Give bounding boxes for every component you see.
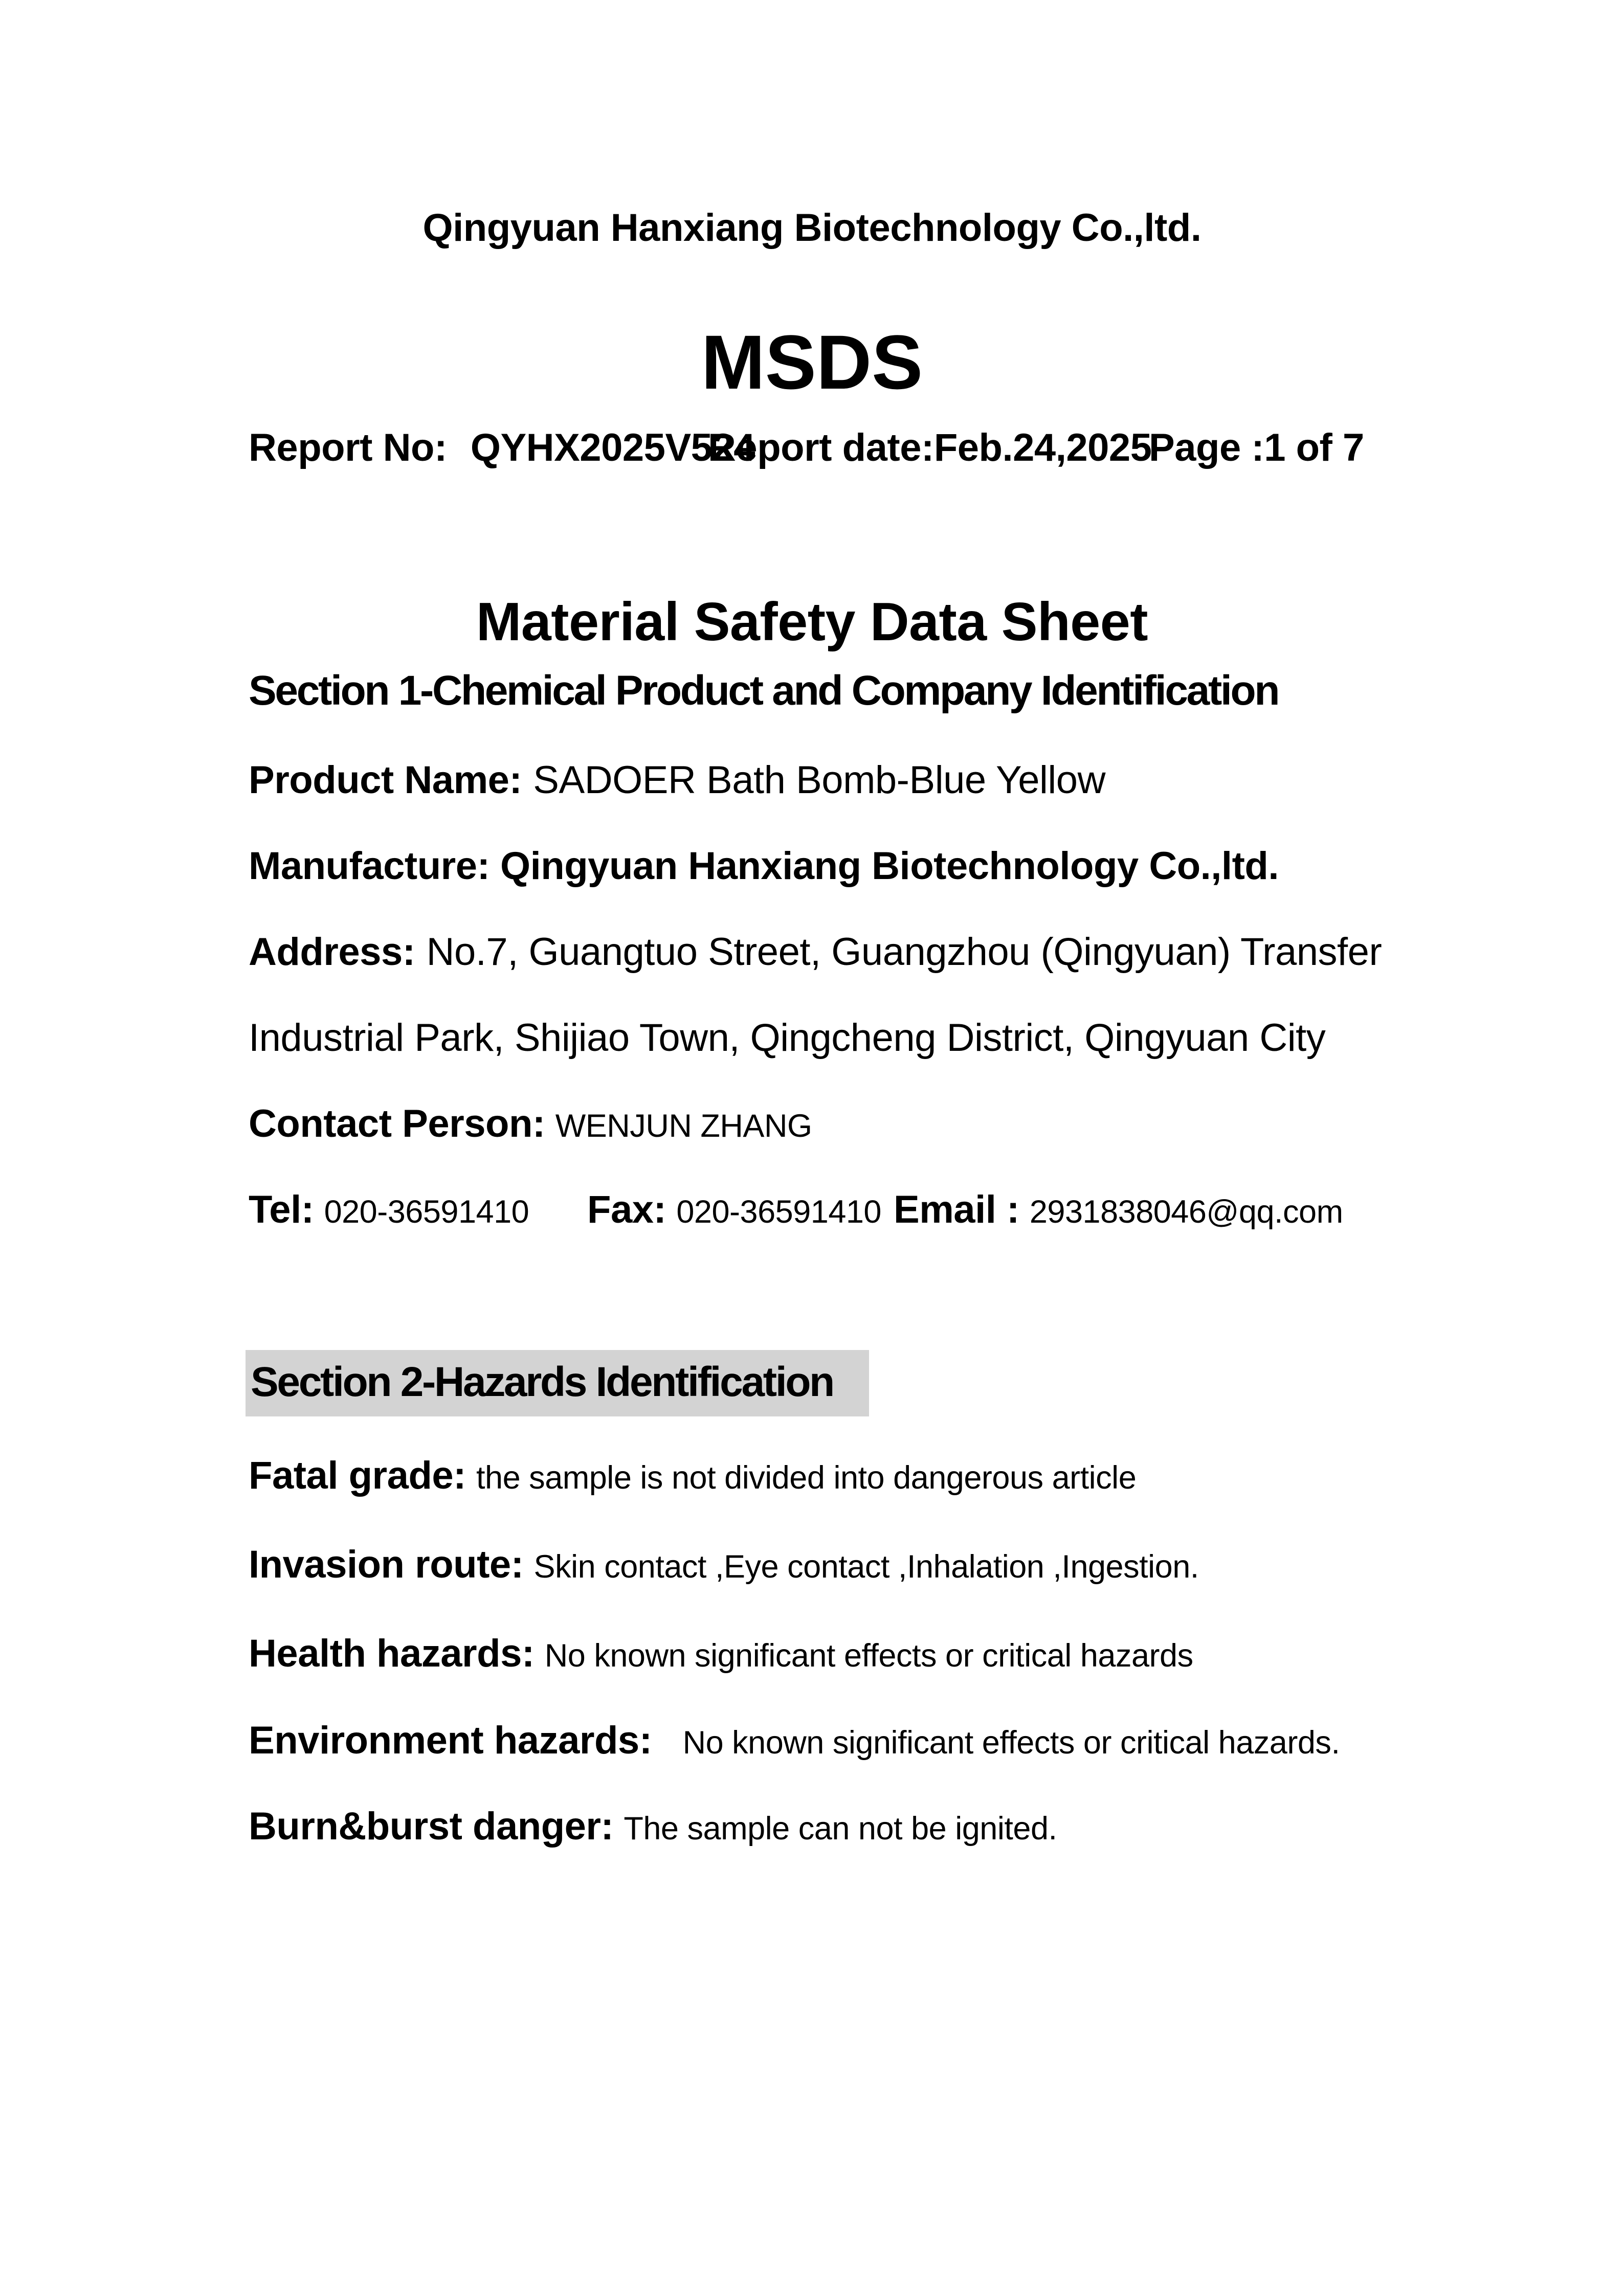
contact-person-label: Contact Person: bbox=[249, 1102, 545, 1145]
report-date: Report date:Feb.24,2025 bbox=[708, 426, 1152, 469]
tel-label: Tel: bbox=[249, 1188, 314, 1231]
report-no-group bbox=[249, 423, 755, 472]
email-group bbox=[894, 1185, 1343, 1234]
hazard-label: Health hazards: bbox=[249, 1632, 535, 1675]
report-no-label: Report No: bbox=[249, 426, 447, 469]
hazard-label: Invasion route: bbox=[249, 1543, 524, 1586]
address-value-line1: No.7, Guangtuo Street, Guangzhou (Qingyuan) Transfer bbox=[426, 930, 1382, 974]
hazard-row-invasion-route bbox=[249, 1540, 1199, 1589]
hazard-label: Fatal grade: bbox=[249, 1454, 466, 1497]
address-value-line2: Industrial Park, Shijiao Town, Qingcheng District, Qingyuan City bbox=[249, 1016, 1326, 1060]
hazard-value: the sample is not divided into dangerous article bbox=[476, 1460, 1137, 1496]
company-name: Qingyuan Hanxiang Biotechnology Co.,ltd. bbox=[422, 206, 1202, 250]
page-number: Page :1 of 7 bbox=[1149, 426, 1364, 469]
product-name-label: Product Name: bbox=[249, 758, 522, 802]
hazard-row-environment-hazards bbox=[249, 1716, 1340, 1765]
product-name-value: SADOER Bath Bomb-Blue Yellow bbox=[533, 758, 1105, 802]
hazard-row-burn-burst-danger bbox=[249, 1802, 1057, 1851]
hazard-value: No known significant effects or critical hazards bbox=[544, 1638, 1193, 1674]
hazard-label: Burn&burst danger: bbox=[249, 1805, 614, 1848]
hazard-value: Skin contact ,Eye contact ,Inhalation ,Ingestion. bbox=[533, 1549, 1199, 1585]
tel-group bbox=[249, 1185, 529, 1234]
contact-person-line bbox=[249, 1099, 812, 1148]
fax-group bbox=[587, 1185, 881, 1234]
tel-value: 020-36591410 bbox=[324, 1194, 529, 1230]
tel-fax-email-line bbox=[249, 1185, 1384, 1236]
msds-title: MSDS bbox=[701, 319, 923, 405]
section2-heading: Section 2-Hazards Identification bbox=[246, 1350, 869, 1416]
contact-person-value: WENJUN ZHANG bbox=[555, 1108, 812, 1144]
section2-heading-row bbox=[246, 1350, 869, 1416]
document-title: Material Safety Data Sheet bbox=[476, 592, 1148, 652]
address-label: Address: bbox=[249, 930, 415, 974]
hazard-row-health-hazards bbox=[249, 1629, 1193, 1678]
report-info-line bbox=[249, 423, 1384, 475]
email-label: Email : bbox=[894, 1188, 1019, 1231]
section1-heading: Section 1-Chemical Product and Company Identification bbox=[249, 667, 1279, 714]
hazard-value: No known significant effects or critical hazards. bbox=[682, 1725, 1340, 1761]
product-name-line bbox=[249, 756, 1105, 804]
fax-label: Fax: bbox=[587, 1188, 666, 1231]
fax-value: 020-36591410 bbox=[676, 1194, 881, 1230]
hazard-label: Environment hazards: bbox=[249, 1719, 652, 1762]
hazard-value: The sample can not be ignited. bbox=[624, 1811, 1057, 1847]
manufacture-line: Manufacture: Qingyuan Hanxiang Biotechnology Co.,ltd. bbox=[249, 844, 1279, 888]
address-line1 bbox=[249, 928, 1382, 976]
hazard-row-fatal-grade bbox=[249, 1451, 1136, 1500]
email-value: 2931838046@qq.com bbox=[1029, 1194, 1343, 1230]
report-no-value: QYHX2025V524 bbox=[470, 426, 755, 469]
